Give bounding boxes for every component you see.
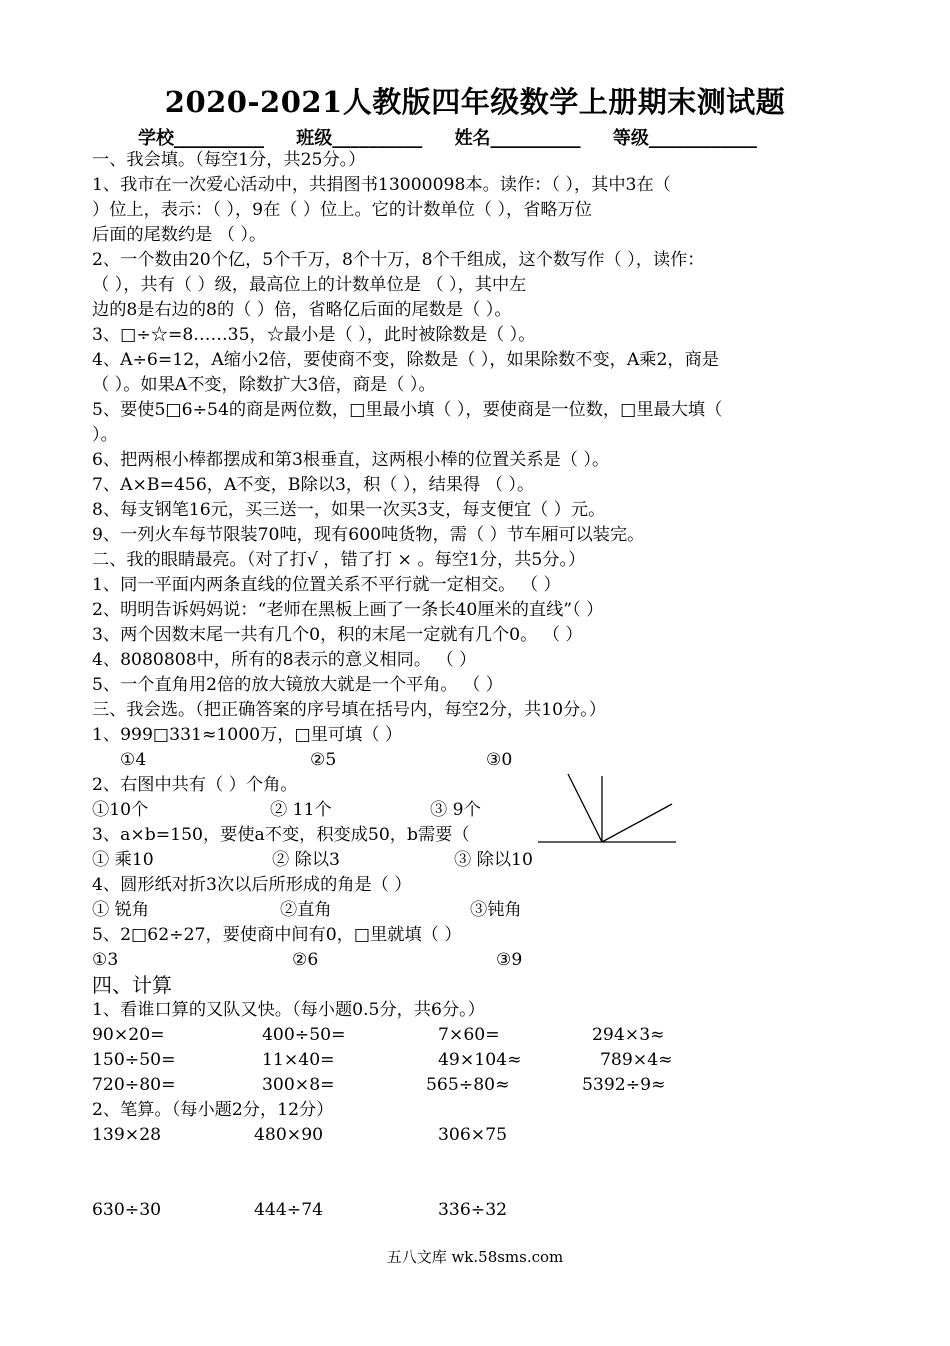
- section2-line: 1、同一平面内两条直线的位置关系不平行就一定相交。 （ ）: [92, 575, 561, 595]
- option: ③ 9个: [430, 800, 481, 820]
- option: ③0: [486, 750, 513, 770]
- option: ①4: [120, 750, 147, 770]
- option: ①3: [92, 950, 119, 970]
- oral-item: 5392÷9≈: [582, 1075, 666, 1095]
- written-item: 336÷32: [438, 1200, 508, 1220]
- oral-item: 400÷50=: [262, 1025, 346, 1045]
- section1-line: 3、□÷☆=8……35，☆最小是（ ），此时被除数是（ ）。: [92, 325, 536, 345]
- section3-q1-options: [92, 748, 862, 773]
- oral-item: 90×20=: [92, 1025, 165, 1045]
- section4-sub2: 2、笔算。（每小题2分，12分）: [92, 1100, 334, 1120]
- written-item: 139×28: [92, 1125, 162, 1145]
- section1-line: ）位上，表示：（ ），9在（ ）位上。它的计数单位（ ），省略万位: [92, 200, 592, 220]
- section1-line: 边的8是右边的8的（ ）倍，省略亿后面的尾数是（ ）。: [92, 300, 512, 320]
- oral-row: [92, 1073, 862, 1098]
- oral-item: 11×40=: [262, 1050, 335, 1070]
- section3-q2: 2、右图中共有（ ）个角。: [92, 775, 298, 795]
- option: ③钝角: [470, 900, 522, 920]
- section1-heading: 一、我会填。（每空1分，共25分。）: [92, 150, 366, 170]
- oral-row: [92, 1048, 862, 1073]
- written-item: 480×90: [254, 1125, 324, 1145]
- section1-line: 后面的尾数约是 （ ）。: [92, 225, 267, 245]
- written-item: 630÷30: [92, 1200, 162, 1220]
- oral-item: 300×8=: [262, 1075, 335, 1095]
- oral-item: 294×3≈: [592, 1025, 665, 1045]
- section3-q3: 3、a×b=150，要使a不变，积变成50，b需要（: [92, 825, 470, 845]
- angle-figure: [530, 770, 680, 850]
- option: ②直角: [280, 900, 332, 920]
- option: ③9: [496, 950, 523, 970]
- oral-row: [92, 1023, 862, 1048]
- option: ② 除以3: [272, 850, 340, 870]
- section2-line: 2、明明告诉妈妈说：“老师在黑板上画了一条长40厘米的直线”（ ）: [92, 600, 604, 620]
- written-item: 444÷74: [254, 1200, 324, 1220]
- option: ③ 除以10: [454, 850, 533, 870]
- section2-line: 4、8080808中，所有的8表示的意义相同。 （ ）: [92, 650, 477, 670]
- section1-line: 9、一列火车每节限装70吨，现有600吨货物，需（ ）节车厢可以装完。: [92, 525, 645, 545]
- oral-item: 150÷50=: [92, 1050, 176, 1070]
- section1-line: 2、一个数由20个亿，5个千万，8个十万，8个千组成，这个数写作（ ），读作：: [92, 250, 705, 270]
- section1-line: 5、要使5□6÷54的商是两位数，□里最小填（ ），要使商是一位数，□里最大填（: [92, 400, 723, 420]
- name-field: 姓名__________: [454, 128, 581, 149]
- oral-item: 789×4≈: [600, 1050, 673, 1070]
- section1-line: ）。: [92, 425, 118, 445]
- section3-q1: 1、999□331≈1000万，□里可填（ ）: [92, 725, 403, 745]
- class-field: 班级__________: [296, 128, 423, 149]
- option: ① 乘10: [92, 850, 154, 870]
- section1-line: （ ）。如果A不变，除数扩大3倍，商是（ ）。: [92, 375, 436, 395]
- section1-line: 1、我市在一次爱心活动中，共捐图书13000098本。读作：（ ），其中3在（: [92, 175, 671, 195]
- oral-item: 720÷80=: [92, 1075, 176, 1095]
- section3-q5-options: [92, 948, 862, 973]
- option: ②5: [310, 750, 337, 770]
- figure-left-ray: [568, 774, 602, 842]
- exam-body: [92, 148, 862, 1223]
- section1-line: 7、A×B=456，A不变，B除以3，积（ ），结果得 （ ）。: [92, 475, 535, 495]
- written-work-space: [92, 1148, 862, 1198]
- option: ①10个: [92, 800, 149, 820]
- oral-item: 565÷80≈: [426, 1075, 510, 1095]
- option: ① 锐角: [92, 900, 150, 920]
- section4-heading: 四、计算: [92, 973, 172, 997]
- option: ② 11个: [270, 800, 332, 820]
- section3-heading: 三、我会选。（把正确答案的序号填在括号内，每空2分，共10分。）: [92, 700, 607, 720]
- section3-q4-options: [92, 898, 862, 923]
- option: ②6: [292, 950, 319, 970]
- section3-q2-options: [92, 798, 862, 823]
- page-title: 2020-2021人教版四年级数学上册期末测试题: [164, 85, 786, 119]
- section1-line: 8、每支钢笔16元，买三送一，如果一次买3支，每支便宜（ ）元。: [92, 500, 606, 520]
- section4-sub1: 1、看谁口算的又队又快。（每小题0.5分，共6分。）: [92, 1000, 485, 1020]
- section1-line: 6、把两根小棒都摆成和第3根垂直，这两根小棒的位置关系是（ ）。: [92, 450, 610, 470]
- written-row: [92, 1198, 862, 1223]
- section2-heading: 二、我的眼睛最亮。（对了打√ ，错了打 × 。每空1分，共5分。）: [92, 550, 586, 570]
- oral-item: 7×60=: [438, 1025, 500, 1045]
- school-field: 学校__________: [138, 128, 264, 149]
- figure-right-ray: [602, 804, 672, 842]
- footer-watermark: 五八文库 wk.58sms.com: [386, 1248, 564, 1266]
- oral-item: 49×104≈: [438, 1050, 522, 1070]
- written-row: [92, 1123, 862, 1148]
- section1-line: 4、A÷6=12，A缩小2倍，要使商不变，除数是（ ），如果除数不变，A乘2，商是: [92, 350, 719, 370]
- section3-q3-options: [92, 848, 862, 873]
- section2-line: 5、一个直角用2倍的放大镜放大就是一个平角。 （ ）: [92, 675, 503, 695]
- section1-line: （ ），共有（ ）级，最高位上的计数单位是 （ ），其中左: [92, 275, 527, 295]
- section3-q5: 5、2□62÷27，要使商中间有0，□里就填（ ）: [92, 925, 462, 945]
- student-info-row: [138, 124, 783, 150]
- grade-field: 等级____________: [612, 128, 757, 149]
- section2-line: 3、两个因数末尾一共有几个0，积的末尾一定就有几个0。 （ ）: [92, 625, 583, 645]
- written-item: 306×75: [438, 1125, 508, 1145]
- section3-q4: 4、圆形纸对折3次以后所形成的角是（ ）: [92, 875, 412, 895]
